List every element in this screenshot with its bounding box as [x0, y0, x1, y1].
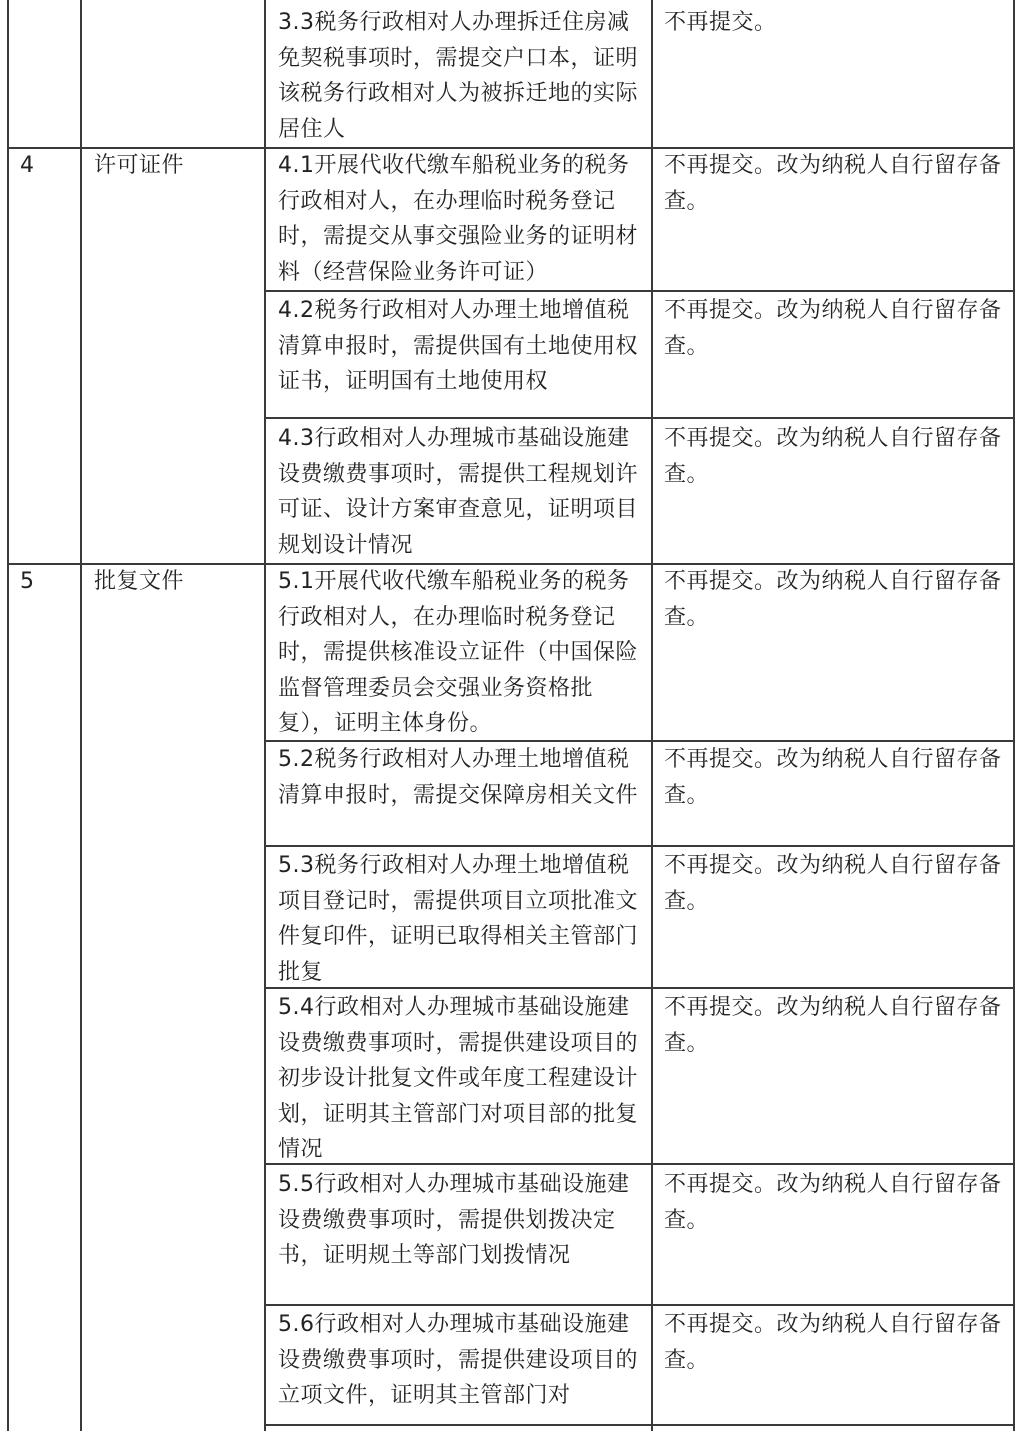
requirement-cell: 5.2税务行政相对人办理土地增值税清算申报时，需提交保障房相关文件: [278, 747, 639, 808]
requirement-cell: 4.1开展代收代缴车船税业务的税务行政相对人，在办理临时税务登记时，需提交从事交强险业务的证明材料（经营保险业务许可证）: [278, 153, 639, 285]
row-number: 4: [20, 153, 34, 178]
action-cell: 不再提交。改为纳税人自行留存备查。: [664, 298, 1002, 359]
requirement-cell: 5.4行政相对人办理城市基础设施建设费缴费事项时，需提供建设项目的初步设计批复文件或年度工程建设计划，证明其主管部门对项目部的批复情况: [278, 995, 639, 1162]
table-bottom-edge: [264, 1424, 1015, 1426]
action-cell: 不再提交。改为纳税人自行留存备查。: [664, 426, 1002, 487]
category-cell: 许可证件: [94, 153, 185, 178]
action-cell: 不再提交。改为纳税人自行留存备查。: [664, 1172, 1002, 1233]
action-cell: 不再提交。改为纳税人自行留存备查。: [664, 995, 1002, 1056]
requirement-cell: 3.3税务行政相对人办理拆迁住房减免契税事项时，需提交户口本，证明该税务行政相对人为被拆迁地的实际居住人: [278, 10, 639, 142]
action-cell: 不再提交。改为纳税人自行留存备查。: [664, 153, 1002, 214]
requirement-cell: 5.3税务行政相对人办理土地增值税项目登记时，需提供项目立项批准文件复印件，证明已取得相关主管部门批复: [278, 853, 639, 985]
requirement-cell: 5.5行政相对人办理城市基础设施建设费缴费事项时，需提供划拨决定书，证明规土等部门划拨情况: [278, 1172, 630, 1268]
requirement-cell: 4.2税务行政相对人办理土地增值税清算申报时，需提供国有土地使用权证书，证明国有土地使用权: [278, 298, 639, 394]
table-subrow-divider: [264, 845, 1015, 847]
table-column-divider: [264, 0, 266, 1431]
table-subrow-divider: [264, 1304, 1015, 1306]
table-border-left: [7, 0, 9, 1431]
action-cell: 不再提交。改为纳税人自行留存备查。: [664, 569, 1002, 630]
requirement-cell: 4.3行政相对人办理城市基础设施建设费缴费事项时，需提供工程规划许可证、设计方案审查意见，证明项目规划设计情况: [278, 426, 639, 558]
action-cell: 不再提交。改为纳税人自行留存备查。: [664, 853, 1002, 914]
table-column-divider: [651, 0, 653, 1431]
table-border-right: [1013, 0, 1015, 1431]
table-column-divider: [80, 0, 82, 1431]
table-subrow-divider: [264, 290, 1015, 292]
category-cell: 批复文件: [94, 569, 185, 594]
action-cell: 不再提交。改为纳税人自行留存备查。: [664, 747, 1002, 808]
action-cell: 不再提交。改为纳税人自行留存备查。: [664, 1312, 1002, 1373]
requirement-cell: 5.6行政相对人办理城市基础设施建设费缴费事项时，需提供建设项目的立项文件，证明其主管部门对: [278, 1312, 639, 1408]
action-cell: 不再提交。: [664, 10, 777, 35]
row-number: 5: [20, 569, 34, 594]
requirement-cell: 5.1开展代收代缴车船税业务的税务行政相对人，在办理临时税务登记时，需提供核准设立证件（中国保险监督管理委员会交强业务资格批复），证明主体身份。: [278, 569, 639, 736]
table-subrow-divider: [264, 417, 1015, 419]
